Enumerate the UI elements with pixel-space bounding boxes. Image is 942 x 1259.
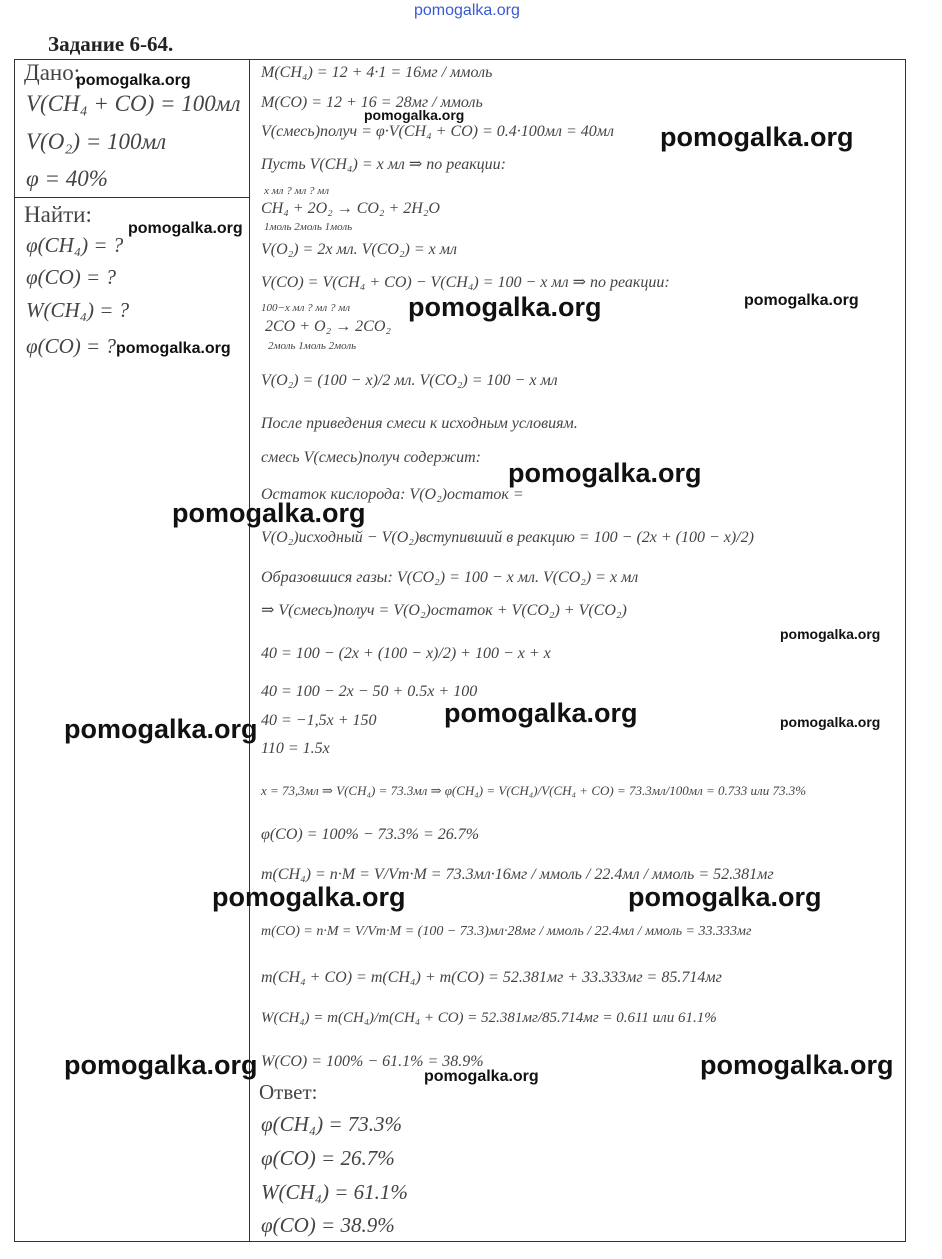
given-fraction: φ = 40% (26, 166, 108, 191)
reaction-annotation: 1моль 2моль 1моль (264, 221, 353, 233)
reaction-annotation: x мл ? мл ? мл (264, 185, 330, 197)
watermark: pomogalka.org (212, 882, 406, 912)
reaction-equation: 2CO + O₂ → 2CO₂ (265, 318, 391, 335)
solution-line: Пусть V(CH₄) = x мл ⇒ по реакции: (261, 156, 507, 173)
given-volume-o2: V(O₂) = 100мл (26, 129, 167, 154)
watermark: pomogalka.org (444, 698, 638, 728)
find-item-2: φ(CO) = ? (26, 265, 116, 289)
site-header-link[interactable]: pomogalka.org (414, 2, 520, 19)
solution-line: m(CH₄) = n·M = V/Vm·M = 73.3мл·16мг / ммоль / 22.4мл / ммоль = 52.381мг (261, 866, 774, 883)
solution-line: V(CO) = V(CH₄ + CO) − V(CH₄) = 100 − x мл ⇒ по реакции: (261, 274, 670, 291)
watermark: pomogalka.org (128, 220, 243, 237)
watermark: pomogalka.org (64, 714, 258, 744)
solution-line: После приведения смеси к исходным условиям. (261, 415, 578, 432)
reaction-annotation: 100−x мл ? мл ? мл (261, 302, 351, 314)
watermark: pomogalka.org (172, 498, 366, 528)
solution-line: 40 = 100 − (2x + (100 − x)/2) + 100 − x + x (261, 645, 551, 662)
given-volume-mix: V(CH₄ + CO) = 100мл (26, 91, 241, 116)
solution-line: V(O₂) = 2x мл. V(CO₂) = x мл (261, 241, 457, 258)
answer-label: Ответ: (259, 1080, 318, 1104)
find-item-4: φ(CO) = ? (26, 334, 116, 358)
solution-line: Остаток кислорода: V(O₂)остаток = (261, 486, 524, 503)
reaction-equation: CH₄ + 2O₂ → CO₂ + 2H₂O (261, 200, 440, 217)
solution-line: W(CH₄) = m(CH₄)/m(CH₄ + CO) = 52.381мг/85.714мг = 0.611 или 61.1% (261, 1010, 717, 1026)
reaction-annotation: 2моль 1моль 2моль (268, 340, 357, 352)
task-title: Задание 6-64. (48, 32, 174, 56)
solution-line: V(O₂) = (100 − x)/2 мл. V(CO₂) = 100 − x мл (261, 372, 558, 389)
answer-item-4: φ(CO) = 38.9% (261, 1213, 395, 1237)
solution-line: V(O₂)исходный − V(O₂)вступивший в реакцию = 100 − (2x + (100 − x)/2) (261, 529, 755, 546)
answer-item-1: φ(CH₄) = 73.3% (261, 1112, 402, 1136)
solution-line: m(CO) = n·M = V/Vm·M = (100 − 73.3)мл·28мг / ммоль / 22.4мл / ммоль = 33.333мг (261, 924, 752, 939)
watermark: pomogalka.org (64, 1050, 258, 1080)
find-label: Найти: (24, 202, 92, 227)
watermark: pomogalka.org (116, 340, 231, 357)
solution-line: W(CO) = 100% − 61.1% = 38.9% (261, 1053, 484, 1070)
watermark: pomogalka.org (424, 1068, 539, 1085)
solution-line: ⇒ V(смесь)получ = V(O₂)остаток + V(CO₂) + V(CO₂) (261, 602, 627, 619)
solution-line: V(смесь)получ = φ·V(CH₄ + CO) = 0.4·100мл = 40мл (261, 123, 614, 140)
answer-item-3: W(CH₄) = 61.1% (261, 1180, 408, 1204)
watermark: pomogalka.org (364, 107, 465, 123)
solution-line: M(CO) = 12 + 16 = 28мг / ммоль (261, 94, 483, 111)
solution-line: M(CH₄) = 12 + 4·1 = 16мг / ммоль (261, 64, 493, 81)
find-item-3: W(CH₄) = ? (26, 298, 130, 322)
find-item-1: φ(CH₄) = ? (26, 233, 124, 257)
watermark: pomogalka.org (660, 122, 854, 152)
solution-line: x = 73,3мл ⇒ V(CH₄) = 73.3мл ⇒ φ(CH₄) = V(CH₄)/V(CH₄ + CO) = 73.3мл/100мл = 0.733 или 73.3% (261, 783, 807, 798)
watermark: pomogalka.org (76, 72, 191, 89)
solution-line: φ(CO) = 100% − 73.3% = 26.7% (261, 826, 480, 843)
solution-line: 40 = −1,5x + 150 (261, 712, 377, 729)
solution-line: 40 = 100 − 2x − 50 + 0.5x + 100 (261, 683, 478, 700)
solution-line: 110 = 1.5x (261, 740, 330, 757)
watermark: pomogalka.org (628, 882, 822, 912)
watermark: pomogalka.org (508, 458, 702, 488)
given-label: Дано: (24, 60, 81, 85)
watermark: pomogalka.org (408, 292, 602, 322)
watermark: pomogalka.org (780, 626, 881, 642)
solution-line: смесь V(смесь)получ содержит: (261, 449, 481, 466)
watermark: pomogalka.org (700, 1050, 894, 1080)
watermark: pomogalka.org (780, 714, 881, 730)
watermark: pomogalka.org (744, 292, 859, 309)
solution-line: Образовшися газы: V(CO₂) = 100 − x мл. V(CO₂) = x мл (261, 569, 639, 586)
solution-line: m(CH₄ + CO) = m(CH₄) + m(CO) = 52.381мг + 33.333мг = 85.714мг (261, 969, 722, 986)
answer-item-2: φ(CO) = 26.7% (261, 1146, 395, 1170)
